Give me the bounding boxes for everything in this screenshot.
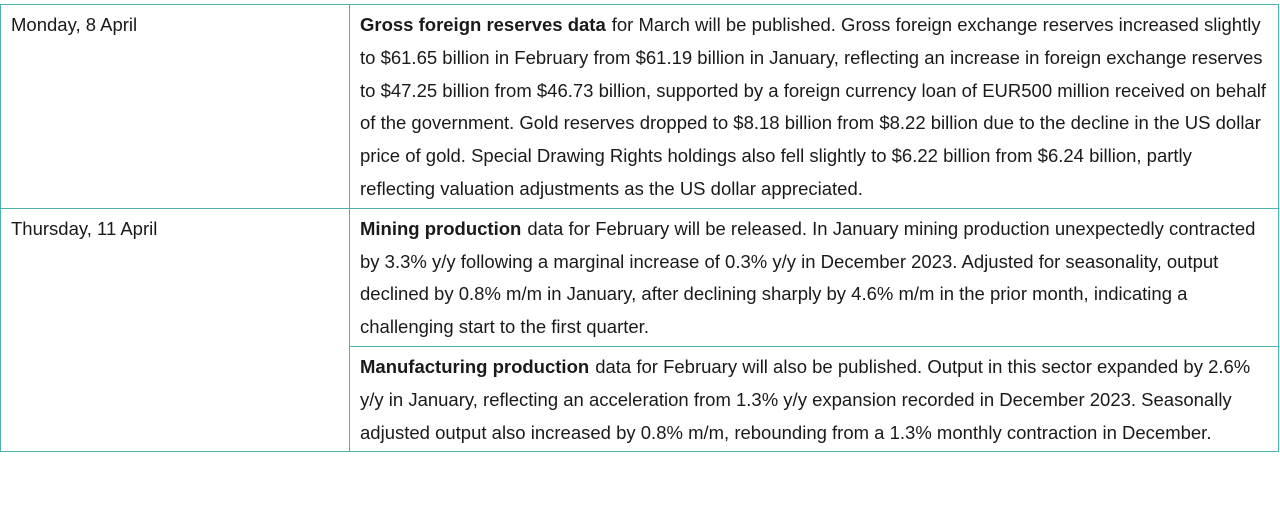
- event-title: Mining production: [360, 217, 522, 239]
- table-row: [1, 5, 1279, 209]
- event-date: Thursday, 11 April: [11, 217, 158, 239]
- event-text: data for February will be released. In January mining production unexpectedly contracted by 3.3% y/y following a marginal increase of 0.3% y/y in December 2023. Adjusted for seasonality, output declined by 0.8% m/m in January, after declining sharply by 4.6% m/m in the prior month, indicating a challenging start to the first quarter.: [360, 217, 1256, 338]
- event-title: Gross foreign reserves data: [360, 14, 606, 35]
- event-title: Manufacturing production: [360, 355, 590, 377]
- description-cell: [350, 5, 1279, 209]
- description-cell: [350, 208, 1279, 346]
- description-cell: [350, 346, 1279, 451]
- event-date: Monday, 8 April: [11, 14, 138, 35]
- date-cell: [1, 5, 350, 209]
- economic-calendar-table: [0, 4, 1279, 452]
- date-cell: [1, 208, 350, 452]
- table-row: [1, 208, 1279, 346]
- event-text: for March will be published. Gross foreign exchange reserves increased slightly to $61.65 billion in February from $61.19 billion in January, reflecting an increase in foreign exchange reserves to $47.25 billion from $46.73 billion, supported by a foreign currency loan of EUR500 million received on behalf of the government. Gold reserves dropped to $8.18 billion from $8.22 billion due to the decline in the US dollar price of gold. Special Drawing Rights holdings also fell slightly to $6.22 billion from $6.24 billion, partly reflecting valuation adjustments as the US dollar appreciated.: [360, 14, 1267, 199]
- event-text: data for February will also be published. Output in this sector expanded by 2.6% y/y in January, reflecting an acceleration from 1.3% y/y expansion recorded in December 2023. Seasonally adjusted output also increased by 0.8% m/m, rebounding from a 1.3% monthly contraction in December.: [360, 355, 1251, 443]
